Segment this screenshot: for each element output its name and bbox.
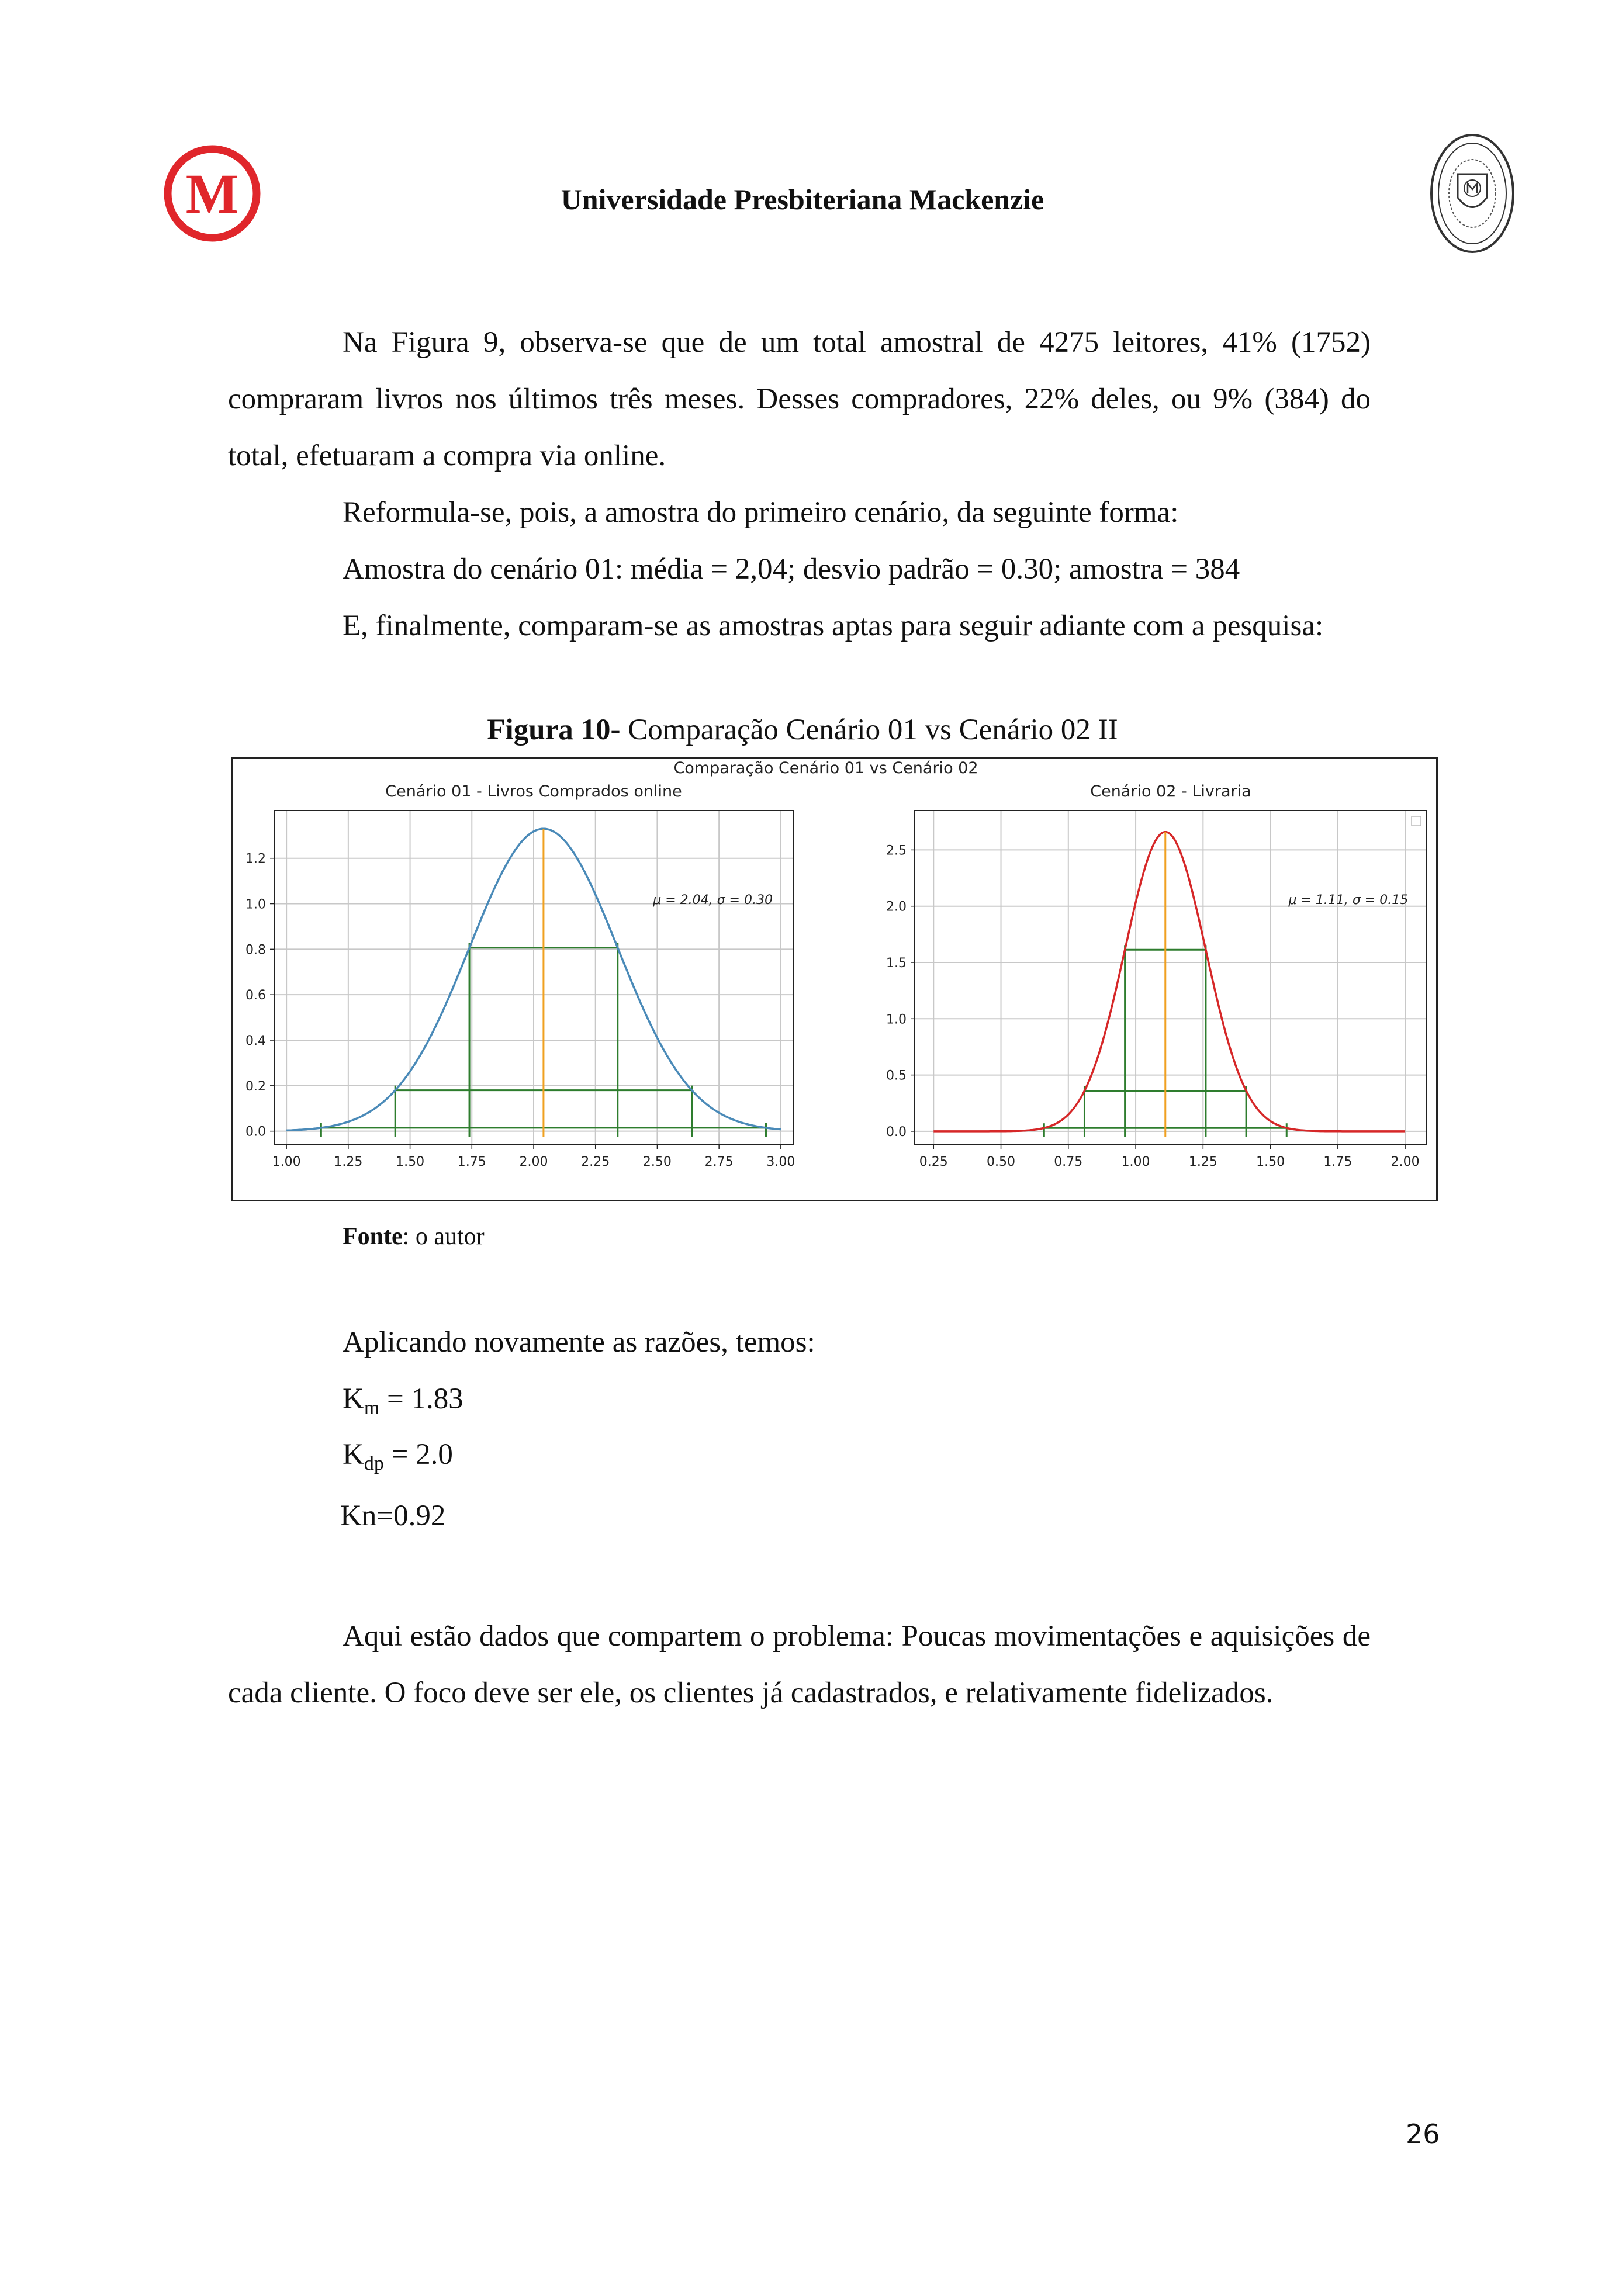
- page-number: 26: [1406, 2118, 1440, 2150]
- x-tick-label: 2.75: [704, 1155, 734, 1169]
- stats-annotation: μ = 1.11, σ = 0.15: [1288, 893, 1409, 908]
- x-tick-label: 0.50: [987, 1155, 1016, 1169]
- ratio-kdp: [343, 1438, 453, 1475]
- x-tick-label: 2.50: [642, 1155, 672, 1169]
- y-tick-label: 0.8: [245, 943, 266, 958]
- y-tick-label: 0.6: [245, 988, 266, 1003]
- ratio-km-sub: m: [364, 1397, 380, 1419]
- subplot-1: [245, 782, 795, 1169]
- x-tick-label: 1.50: [396, 1155, 425, 1169]
- paragraph-reformulation: Reformula-se, pois, a amostra do primeiro cenário, da seguinte forma:: [343, 496, 1179, 529]
- body-text: [228, 314, 1371, 654]
- density-curve: [933, 832, 1405, 1131]
- y-tick-label: 0.2: [245, 1079, 266, 1094]
- stats-annotation: μ = 2.04, σ = 0.30: [653, 893, 773, 908]
- x-tick-label: 2.00: [1390, 1155, 1420, 1169]
- y-tick-label: 0.5: [886, 1068, 907, 1083]
- y-tick-label: 1.0: [245, 897, 266, 912]
- paragraph-closing: Aqui estão dados que compartem o problema: Poucas movimentações e aquisições de cada cliente. O foco deve ser ele, os clientes já cadastrados, e relativamente fidelizados.: [228, 1620, 1371, 1709]
- x-tick-label: 2.00: [519, 1155, 548, 1169]
- figure-source-text: : o autor: [402, 1223, 485, 1250]
- x-tick-label: 1.25: [1188, 1155, 1217, 1169]
- plot-frame: [915, 811, 1427, 1145]
- y-tick-label: 0.0: [886, 1124, 907, 1140]
- paragraph-sample-stats: Amostra do cenário 01: média = 2,04; desvio padrão = 0.30; amostra = 384: [343, 553, 1240, 586]
- x-tick-label: 0.25: [919, 1155, 948, 1169]
- x-tick-label: 1.50: [1256, 1155, 1285, 1169]
- subplot-title: Cenário 02 - Livraria: [1090, 782, 1251, 801]
- x-tick-label: 2.25: [581, 1155, 610, 1169]
- ratio-km: [343, 1382, 463, 1419]
- y-tick-label: 1.5: [886, 956, 907, 971]
- ratio-kdp-base: K: [343, 1438, 364, 1471]
- ratio-kdp-value: = 2.0: [383, 1438, 453, 1471]
- figure-caption: [0, 713, 1605, 747]
- closing-text: [228, 1608, 1371, 1722]
- figure-caption-label: Figura 10-: [487, 714, 621, 746]
- legend-box: [1412, 816, 1421, 826]
- chart-suptitle: Comparação Cenário 01 vs Cenário 02: [673, 759, 978, 777]
- subplot-title: Cenário 01 - Livros Comprados online: [385, 782, 682, 801]
- figure-caption-text: Comparação Cenário 01 vs Cenário 02 II: [620, 714, 1118, 746]
- x-tick-label: 1.75: [1323, 1155, 1353, 1169]
- ratio-kdp-sub: dp: [364, 1453, 384, 1474]
- comparison-chart: [233, 759, 1436, 1200]
- paragraph-sample-description: Na Figura 9, observa-se que de um total amostral de 4275 leitores, 41% (1752) compraram livros nos últimos três meses. Desses compradores, 22% deles, ou 9% (384) do total, efetuaram a compra via online.: [228, 326, 1371, 472]
- x-tick-label: 1.00: [1121, 1155, 1150, 1169]
- x-tick-label: 0.75: [1054, 1155, 1083, 1169]
- logo-letter: M: [185, 162, 239, 225]
- subplot-2: [886, 782, 1427, 1169]
- y-tick-label: 0.4: [245, 1034, 266, 1049]
- y-tick-label: 2.0: [886, 899, 907, 915]
- figure-source-label: Fonte: [343, 1223, 403, 1250]
- x-tick-label: 3.00: [766, 1155, 795, 1169]
- ratio-km-value: = 1.83: [379, 1383, 463, 1415]
- x-tick-label: 1.00: [272, 1155, 301, 1169]
- y-tick-label: 1.0: [886, 1012, 907, 1027]
- x-tick-label: 1.75: [457, 1155, 486, 1169]
- y-tick-label: 2.5: [886, 843, 907, 858]
- university-seal-icon: [1428, 132, 1516, 255]
- y-tick-label: 1.2: [245, 851, 266, 867]
- paragraph-comparison: E, finalmente, comparam-se as amostras aptas para seguir adiante com a pesquisa:: [343, 610, 1324, 642]
- figure-source: [343, 1223, 485, 1251]
- ratio-km-base: K: [343, 1383, 364, 1415]
- ratio-kn: Kn=0.92: [340, 1500, 446, 1532]
- y-tick-label: 0.0: [245, 1124, 266, 1140]
- university-title: Universidade Presbiteriana Mackenzie: [561, 183, 1044, 216]
- x-tick-label: 1.25: [334, 1155, 363, 1169]
- figure-frame: [231, 757, 1438, 1201]
- results-intro: Aplicando novamente as razões, temos:: [343, 1326, 815, 1359]
